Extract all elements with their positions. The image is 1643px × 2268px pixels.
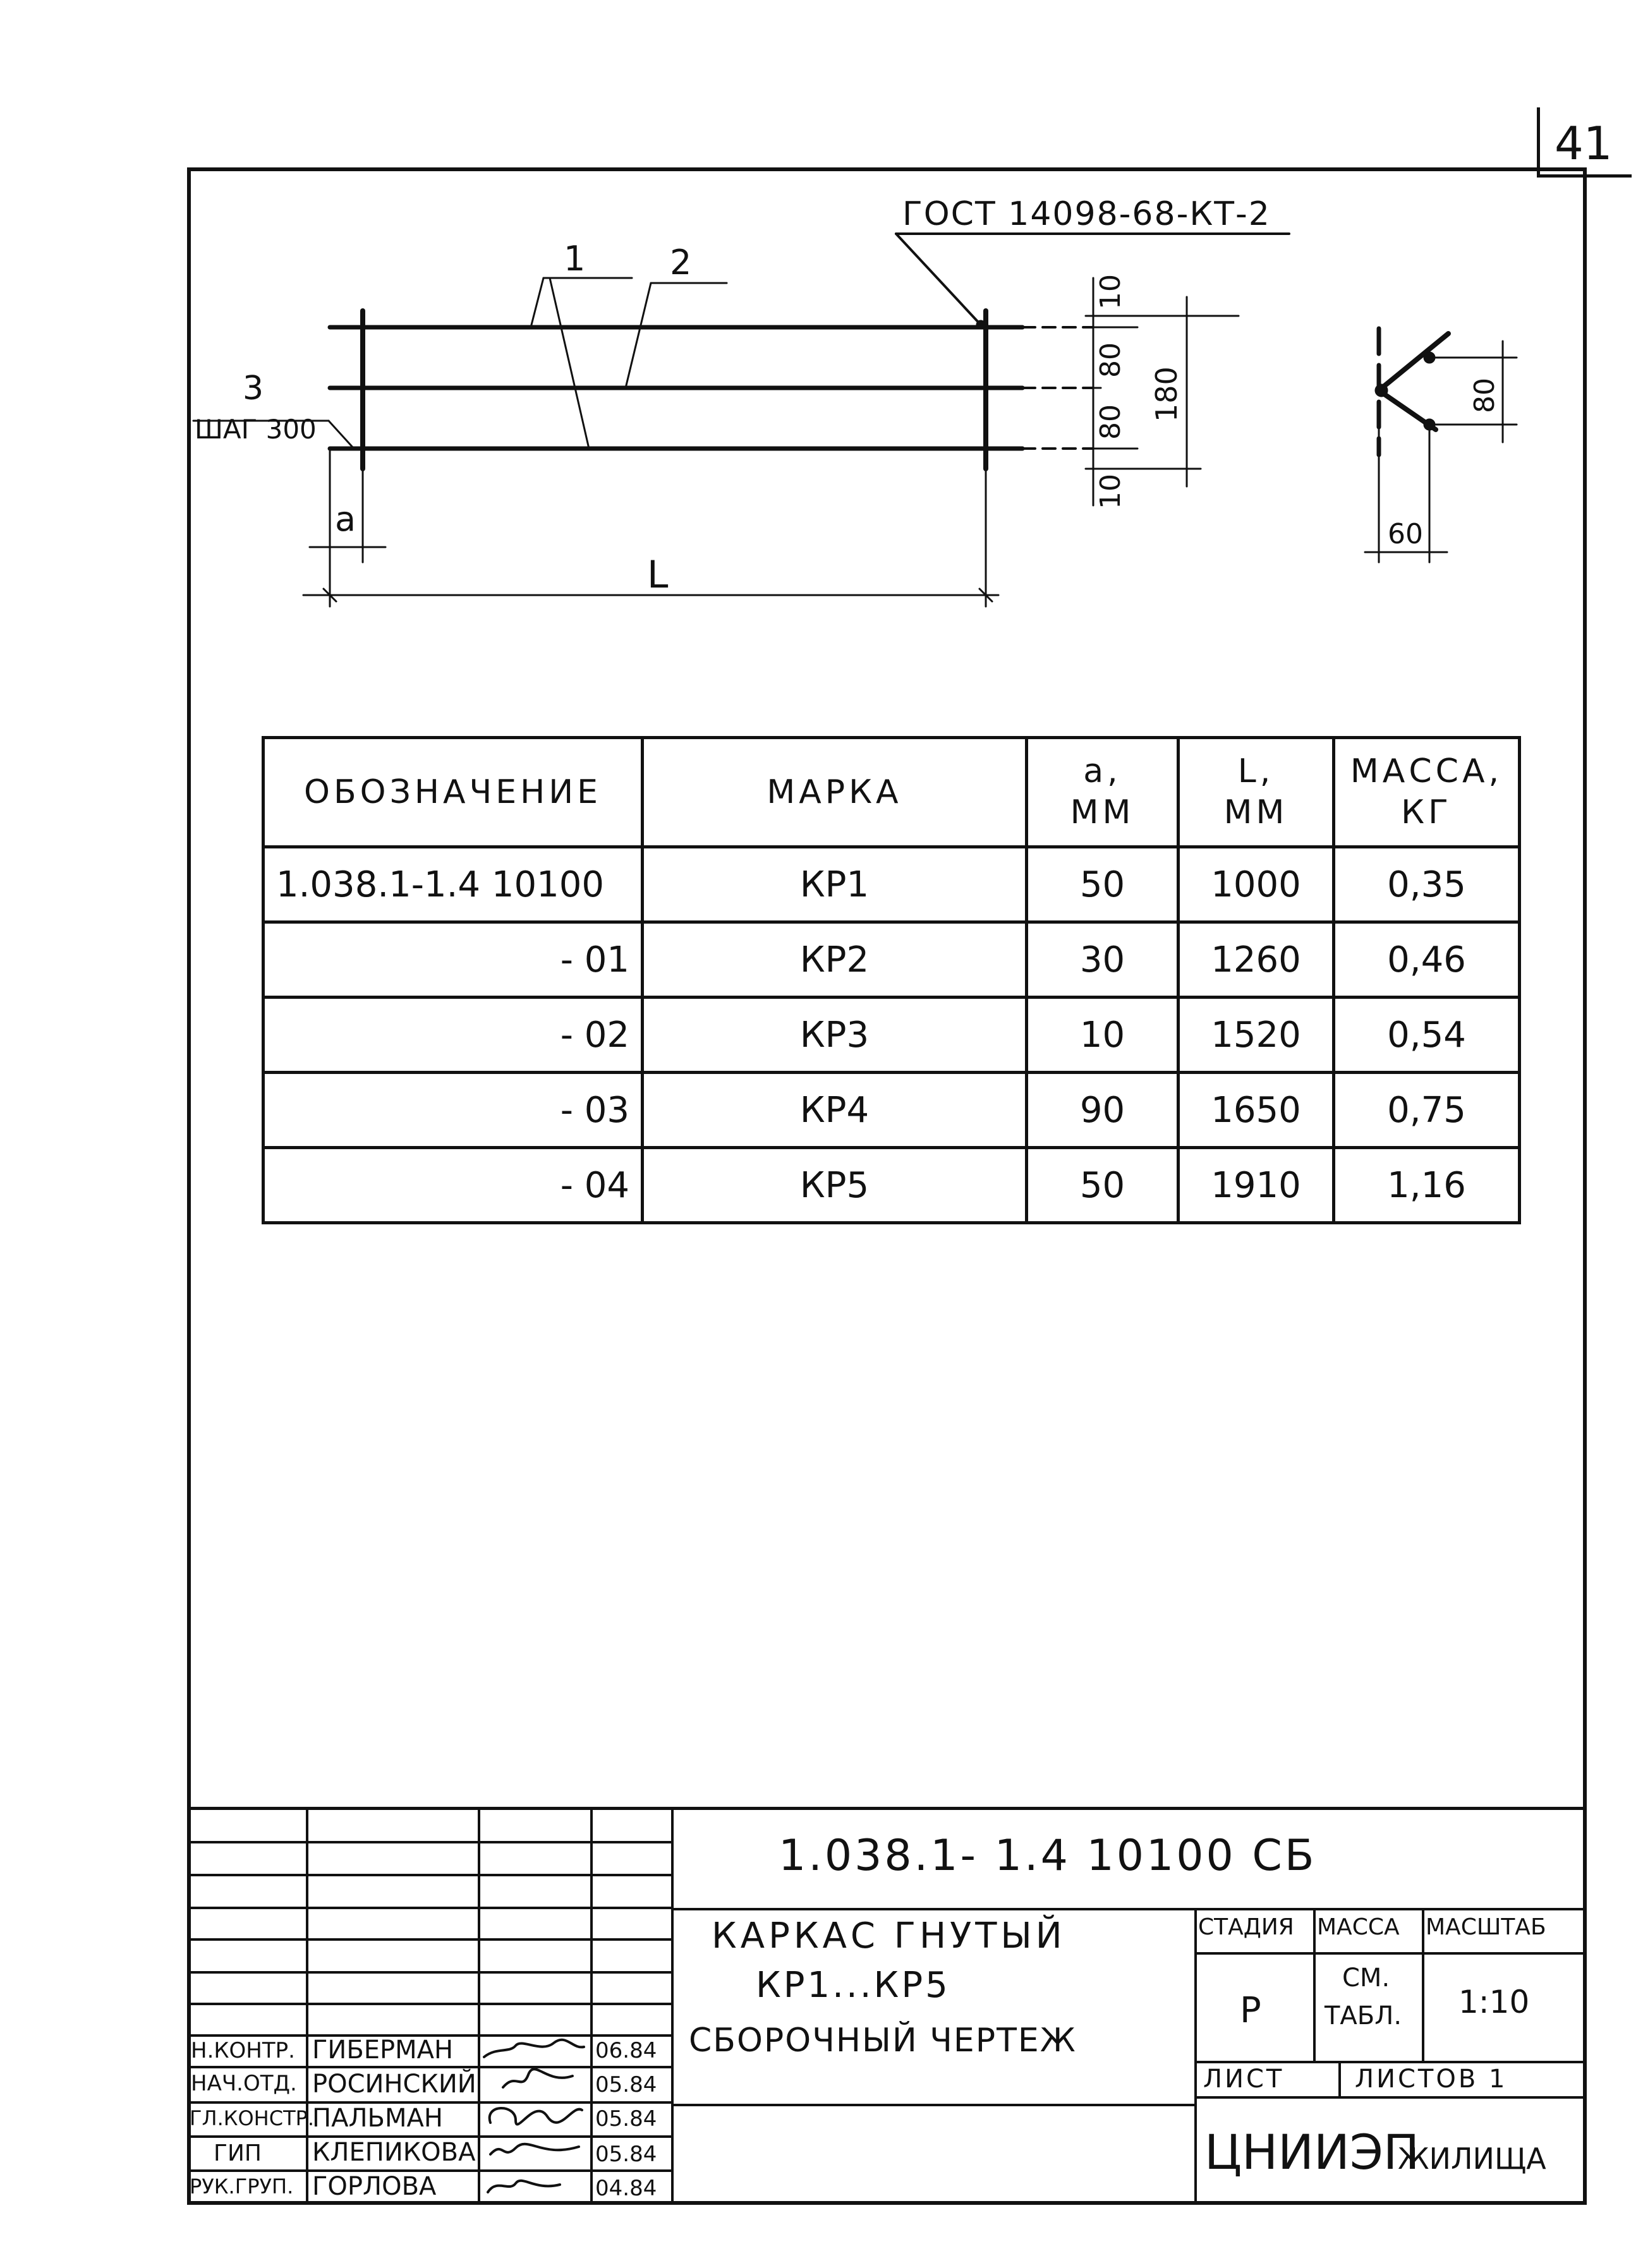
header-mark: МАРКА — [643, 738, 1027, 847]
dim-10-top: 10 — [1094, 274, 1127, 310]
signature-role: РУК.ГРУП. — [190, 2175, 294, 2199]
dim-a: a — [335, 499, 356, 539]
cell-a: 50 — [1027, 1148, 1179, 1223]
cell-mark: КР2 — [643, 922, 1027, 998]
page-number: 41 — [1555, 117, 1613, 170]
scale-value: 1:10 — [1458, 1984, 1530, 2020]
cell-designation: - 01 — [264, 922, 643, 998]
section-dim-60: 60 — [1388, 518, 1423, 550]
signature-name: РОСИНСКИЙ — [312, 2070, 476, 2099]
cell-mark: КР4 — [643, 1073, 1027, 1148]
grid-line — [671, 2104, 1196, 2106]
signature-date: 04.84 — [595, 2176, 657, 2201]
signature-date: 05.84 — [595, 2072, 657, 2097]
title-line-1: КАРКАС ГНУТЫЙ — [712, 1915, 1066, 1957]
dim-80-upper: 80 — [1094, 342, 1127, 378]
dim-10-bottom: 10 — [1094, 474, 1127, 509]
sheets-label: ЛИСТОВ 1 — [1355, 2065, 1508, 2094]
header-L: L, ММ — [1179, 738, 1334, 847]
cell-mark: КР1 — [643, 847, 1027, 922]
cell-designation: - 03 — [264, 1073, 643, 1148]
table-header-row — [264, 738, 1520, 847]
cell-designation: 1.038.1-1.4 10100 — [264, 847, 643, 922]
header-a: a, ММ — [1027, 738, 1179, 847]
cell-designation: - 04 — [264, 1148, 643, 1223]
signature-name: КЛЕПИКОВА — [312, 2138, 476, 2167]
callout-3: 3 — [243, 370, 264, 407]
scale-label: МАСШТАБ — [1426, 1914, 1546, 1940]
grid-line — [1338, 2061, 1341, 2096]
table-row — [264, 1073, 1520, 1148]
grid-line — [1422, 1908, 1424, 2061]
mass-value-line-2: ТАБЛ. — [1325, 2001, 1402, 2030]
dim-L: L — [647, 553, 669, 597]
stage-value: Р — [1240, 1990, 1261, 2031]
cell-mass: 0,46 — [1334, 922, 1520, 998]
cell-mass: 0,35 — [1334, 847, 1520, 922]
grid-line — [590, 1807, 593, 2205]
gost-label: ГОСТ 14098-68-КТ-2 — [902, 195, 1271, 233]
grid-line — [671, 1807, 674, 2205]
table-row — [264, 998, 1520, 1073]
specification-table — [262, 736, 1521, 1224]
callout-1: 1 — [564, 239, 586, 279]
cell-mark: КР5 — [643, 1148, 1027, 1223]
signature-date: 05.84 — [595, 2106, 657, 2132]
grid-line — [187, 1874, 671, 1876]
grid-line — [1313, 1908, 1316, 2061]
signature-date: 06.84 — [595, 2038, 657, 2063]
grid-line — [1194, 1952, 1587, 1955]
dim-180: 180 — [1149, 366, 1184, 422]
dim-80-lower: 80 — [1094, 404, 1127, 440]
grid-line — [187, 1841, 671, 1843]
signature-date: 05.84 — [595, 2142, 657, 2167]
grid-line — [187, 1907, 671, 1909]
header-mass: МАССА, КГ — [1334, 738, 1520, 847]
signature-name: ГИБЕРМАН — [312, 2036, 454, 2065]
table-row — [264, 847, 1520, 922]
header-designation: ОБОЗНАЧЕНИЕ — [264, 738, 643, 847]
cell-mass: 0,75 — [1334, 1073, 1520, 1148]
cell-L: 1000 — [1179, 847, 1334, 922]
document-code: 1.038.1- 1.4 10100 СБ — [779, 1831, 1317, 1881]
callout-2: 2 — [670, 243, 692, 282]
cell-L: 1650 — [1179, 1073, 1334, 1148]
cell-designation: - 02 — [264, 998, 643, 1073]
grid-line — [187, 2003, 671, 2005]
signature-name: ГОРЛОВА — [312, 2172, 437, 2201]
mass-value-line-1: СМ. — [1342, 1963, 1390, 1993]
grid-line — [1194, 2061, 1587, 2063]
signature-role: Н.КОНТР. — [191, 2038, 295, 2063]
section-dim-80: 80 — [1469, 378, 1501, 413]
grid-line — [306, 1807, 308, 2205]
stage-label: СТАДИЯ — [1198, 1914, 1294, 1940]
organization-main: ЦНИИЭП — [1204, 2124, 1420, 2180]
cell-mark: КР3 — [643, 998, 1027, 1073]
grid-line — [1194, 2096, 1587, 2099]
table-row — [264, 922, 1520, 998]
organization-sub: ЖИЛИЩА — [1398, 2142, 1546, 2176]
signature-name: ПАЛЬМАН — [312, 2104, 443, 2133]
grid-line — [187, 1938, 671, 1941]
cell-a: 10 — [1027, 998, 1179, 1073]
signature-role: НАЧ.ОТД. — [191, 2071, 297, 2096]
signature-role: ГЛ.КОНСТР. — [190, 2106, 315, 2130]
title-line-3: СБОРОЧНЫЙ ЧЕРТЕЖ — [689, 2022, 1077, 2060]
grid-line — [187, 2066, 671, 2068]
cell-mass: 0,54 — [1334, 998, 1520, 1073]
cell-a: 90 — [1027, 1073, 1179, 1148]
cell-L: 1520 — [1179, 998, 1334, 1073]
sheet-label: ЛИСТ — [1203, 2065, 1285, 2094]
pitch-label: ШАГ 300 — [195, 414, 317, 445]
cell-L: 1260 — [1179, 922, 1334, 998]
mass-label: МАССА — [1317, 1914, 1400, 1940]
title-line-2: КР1...КР5 — [756, 1965, 950, 2006]
cell-a: 30 — [1027, 922, 1179, 998]
signature-marks — [478, 2034, 590, 2205]
cell-a: 50 — [1027, 847, 1179, 922]
signature-role: ГИП — [214, 2140, 262, 2166]
table-row — [264, 1148, 1520, 1223]
grid-line — [671, 1908, 1587, 1910]
cell-L: 1910 — [1179, 1148, 1334, 1223]
grid-line — [187, 1971, 671, 1974]
cell-mass: 1,16 — [1334, 1148, 1520, 1223]
